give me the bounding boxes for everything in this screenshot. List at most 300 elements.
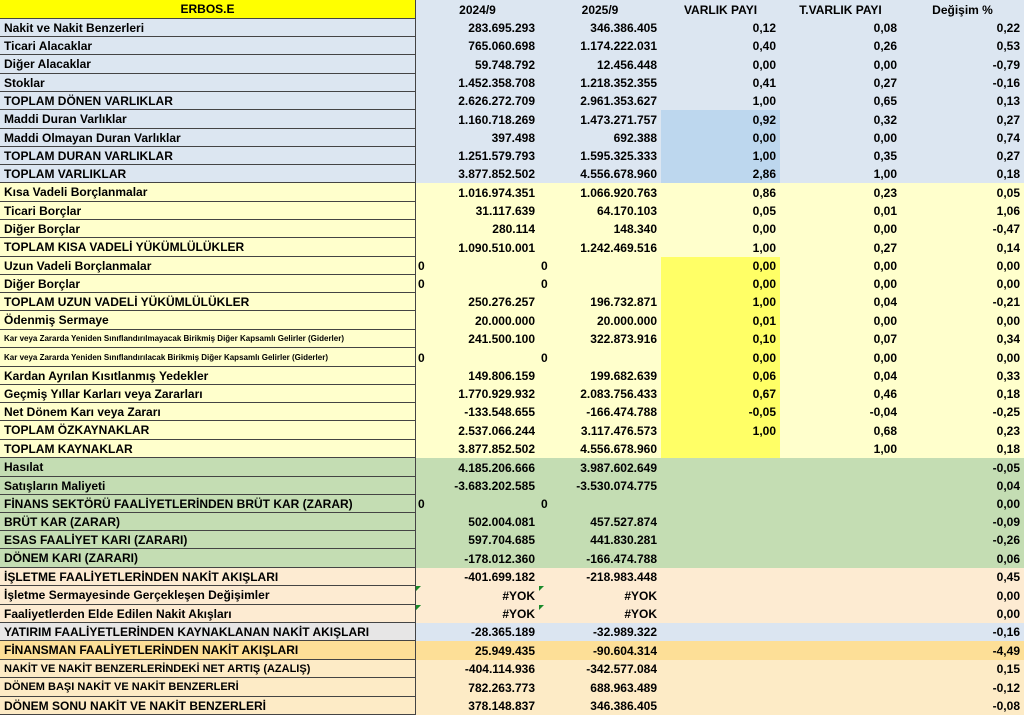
total-asset-share-cell[interactable] bbox=[780, 495, 901, 513]
asset-share-cell[interactable] bbox=[661, 74, 780, 92]
asset-share-cell[interactable] bbox=[661, 385, 780, 403]
asset-share-text: 0,10 bbox=[752, 332, 776, 346]
table-row bbox=[0, 385, 1024, 403]
asset-share-cell[interactable] bbox=[661, 367, 780, 385]
row-label-text: DÖNEM KARI (ZARARI) bbox=[4, 551, 138, 565]
change-percent-cell[interactable] bbox=[901, 421, 1024, 440]
value-2025-text: 692.388 bbox=[613, 131, 657, 145]
total-asset-share-cell[interactable] bbox=[780, 129, 901, 147]
asset-share-cell[interactable] bbox=[661, 238, 780, 257]
value-2024-cell[interactable] bbox=[416, 495, 539, 513]
row-label-cell[interactable] bbox=[0, 330, 416, 348]
asset-share-cell[interactable] bbox=[661, 605, 780, 623]
change-percent-cell[interactable] bbox=[901, 605, 1024, 623]
asset-share-cell[interactable] bbox=[661, 147, 780, 165]
value-2024-cell[interactable] bbox=[416, 568, 539, 586]
value-2025-cell[interactable] bbox=[539, 92, 661, 110]
table-row bbox=[0, 55, 1024, 74]
asset-share-cell[interactable] bbox=[661, 55, 780, 74]
value-2025-text: 457.527.874 bbox=[590, 515, 657, 529]
row-label-text: Stoklar bbox=[4, 75, 45, 90]
value-2025-cell[interactable] bbox=[539, 586, 661, 605]
value-2024-text: 20.000.000 bbox=[474, 313, 535, 328]
value-2024-cell[interactable] bbox=[416, 293, 539, 311]
ticker-header-cell[interactable]: ERBOS.E bbox=[0, 0, 416, 19]
total-asset-share-cell[interactable] bbox=[780, 623, 901, 641]
asset-share-cell[interactable] bbox=[661, 697, 780, 715]
change-percent-cell[interactable] bbox=[901, 586, 1024, 605]
row-label-text: Faaliyetlerden Elde Edilen Nakit Akışları bbox=[4, 606, 232, 621]
total-asset-share-text: 0,32 bbox=[873, 112, 897, 127]
value-2024-cell[interactable] bbox=[416, 477, 539, 495]
row-label-cell[interactable] bbox=[0, 220, 416, 238]
change-percent-cell[interactable] bbox=[901, 697, 1024, 715]
value-2025-cell[interactable] bbox=[539, 147, 661, 165]
total-asset-share-cell[interactable] bbox=[780, 55, 901, 74]
total-asset-share-cell[interactable] bbox=[780, 549, 901, 568]
row-label-cell[interactable] bbox=[0, 586, 416, 605]
change-percent-text: -0,05 bbox=[992, 460, 1020, 475]
total-asset-share-cell[interactable] bbox=[780, 697, 901, 715]
asset-share-cell[interactable] bbox=[661, 202, 780, 220]
asset-share-cell[interactable] bbox=[661, 293, 780, 311]
value-2025-cell[interactable] bbox=[539, 623, 661, 641]
asset-share-cell[interactable] bbox=[661, 110, 780, 129]
asset-share-cell[interactable] bbox=[661, 37, 780, 55]
change-percent-cell[interactable] bbox=[901, 92, 1024, 110]
table-row bbox=[0, 568, 1024, 586]
value-2024-cell[interactable] bbox=[416, 311, 539, 330]
value-2024-text: #YOK bbox=[502, 588, 535, 603]
total-asset-share-cell[interactable] bbox=[780, 275, 901, 293]
total-asset-share-cell[interactable] bbox=[780, 403, 901, 421]
change-percent-cell[interactable] bbox=[901, 19, 1024, 37]
change-percent-cell[interactable] bbox=[901, 257, 1024, 275]
value-2025-text: 3.117.476.573 bbox=[580, 423, 657, 438]
value-2025-cell[interactable] bbox=[539, 330, 661, 348]
row-label-cell[interactable] bbox=[0, 421, 416, 440]
total-asset-share-cell[interactable] bbox=[780, 348, 901, 367]
asset-share-text: 0,01 bbox=[752, 313, 776, 328]
value-2024-cell[interactable] bbox=[416, 458, 539, 477]
row-label-text: Kar veya Zararda Yeniden Sınıflandırılmayacak Birikmiş Diğer Kapsamlı Gelirler (Giderler) bbox=[4, 334, 344, 343]
value-2025-cell[interactable] bbox=[539, 568, 661, 586]
total-asset-share-cell[interactable] bbox=[780, 531, 901, 549]
change-percent-cell[interactable] bbox=[901, 440, 1024, 458]
row-label-cell[interactable] bbox=[0, 311, 416, 330]
row-label-text: İşletme Sermayesinde Gerçekleşen Değişimler bbox=[4, 588, 270, 602]
value-2025-cell[interactable] bbox=[539, 495, 661, 513]
change-percent-cell[interactable] bbox=[901, 147, 1024, 165]
change-percent-cell[interactable] bbox=[901, 623, 1024, 641]
asset-share-cell[interactable] bbox=[661, 257, 780, 275]
asset-share-cell[interactable] bbox=[661, 531, 780, 549]
asset-share-text: 0,00 bbox=[752, 222, 776, 236]
value-2025-cell[interactable] bbox=[539, 421, 661, 440]
change-percent-cell[interactable] bbox=[901, 293, 1024, 311]
asset-share-header[interactable]: VARLIK PAYI bbox=[661, 0, 780, 19]
change-percent-cell[interactable] bbox=[901, 238, 1024, 257]
value-2025-text: -3.530.074.775 bbox=[576, 479, 657, 493]
row-label-text: Satışların Maliyeti bbox=[4, 478, 106, 493]
value-2024-cell[interactable] bbox=[416, 697, 539, 715]
total-asset-share-cell[interactable] bbox=[780, 660, 901, 678]
value-2024-cell[interactable] bbox=[416, 513, 539, 531]
row-label-cell[interactable] bbox=[0, 19, 416, 37]
value-2025-cell[interactable] bbox=[539, 110, 661, 129]
row-label-cell[interactable] bbox=[0, 110, 416, 129]
value-2025-cell[interactable] bbox=[539, 220, 661, 238]
total-asset-share-cell[interactable] bbox=[780, 92, 901, 110]
value-2024-cell[interactable] bbox=[416, 440, 539, 458]
change-percent-cell[interactable] bbox=[901, 330, 1024, 348]
total-asset-share-cell[interactable] bbox=[780, 257, 901, 275]
change-percent-cell[interactable] bbox=[901, 495, 1024, 513]
row-label-cell[interactable] bbox=[0, 477, 416, 495]
row-label-cell[interactable] bbox=[0, 348, 416, 367]
total-asset-share-cell[interactable] bbox=[780, 202, 901, 220]
row-label-cell[interactable] bbox=[0, 623, 416, 641]
value-2024-cell[interactable] bbox=[416, 74, 539, 92]
value-2024-cell[interactable] bbox=[416, 220, 539, 238]
total-asset-share-cell[interactable] bbox=[780, 311, 901, 330]
change-percent-cell[interactable] bbox=[901, 549, 1024, 568]
asset-share-cell[interactable] bbox=[661, 660, 780, 678]
asset-share-cell[interactable] bbox=[661, 495, 780, 513]
total-asset-share-cell[interactable] bbox=[780, 74, 901, 92]
value-2024-text: 1.251.579.793 bbox=[458, 149, 535, 163]
row-label-cell[interactable] bbox=[0, 458, 416, 477]
total-asset-share-cell[interactable] bbox=[780, 641, 901, 660]
value-2025-cell[interactable] bbox=[539, 311, 661, 330]
value-2025-cell[interactable] bbox=[539, 531, 661, 549]
row-label-text: Kardan Ayrılan Kısıtlanmış Yedekler bbox=[4, 368, 209, 383]
change-percent-cell[interactable] bbox=[901, 183, 1024, 202]
change-percent-cell[interactable] bbox=[901, 641, 1024, 660]
table-row bbox=[0, 311, 1024, 330]
total-asset-share-cell[interactable] bbox=[780, 421, 901, 440]
row-label-cell[interactable] bbox=[0, 385, 416, 403]
period-2024-header[interactable]: 2024/9 bbox=[416, 0, 539, 19]
asset-share-cell[interactable] bbox=[661, 183, 780, 202]
asset-share-cell[interactable] bbox=[661, 568, 780, 586]
change-percent-cell[interactable] bbox=[901, 311, 1024, 330]
asset-share-cell[interactable] bbox=[661, 641, 780, 660]
value-2025-cell[interactable] bbox=[539, 19, 661, 37]
value-2025-cell[interactable] bbox=[539, 403, 661, 421]
value-2025-cell[interactable] bbox=[539, 660, 661, 678]
change-percent-cell[interactable] bbox=[901, 385, 1024, 403]
change-percent-cell[interactable] bbox=[901, 37, 1024, 55]
value-2025-cell[interactable] bbox=[539, 37, 661, 55]
value-2025-cell[interactable] bbox=[539, 458, 661, 477]
total-asset-share-cell[interactable] bbox=[780, 568, 901, 586]
change-percent-text: -0,21 bbox=[992, 295, 1020, 309]
value-2025-cell[interactable] bbox=[539, 275, 661, 293]
asset-share-cell[interactable] bbox=[661, 19, 780, 37]
row-label-cell[interactable] bbox=[0, 403, 416, 421]
total-asset-share-header[interactable]: T.VARLIK PAYI bbox=[780, 0, 901, 19]
asset-share-cell[interactable] bbox=[661, 92, 780, 110]
row-label-cell[interactable] bbox=[0, 678, 416, 697]
value-2024-cell[interactable] bbox=[416, 275, 539, 293]
value-2025-cell[interactable] bbox=[539, 697, 661, 715]
total-asset-share-text: 0,00 bbox=[873, 57, 897, 72]
total-asset-share-cell[interactable] bbox=[780, 678, 901, 697]
value-2024-cell[interactable] bbox=[416, 348, 539, 367]
change-percent-text: -0,09 bbox=[992, 515, 1020, 529]
value-2025-cell[interactable] bbox=[539, 641, 661, 660]
total-asset-share-cell[interactable] bbox=[780, 477, 901, 495]
value-2024-cell[interactable] bbox=[416, 92, 539, 110]
row-label-text: Nakit ve Nakit Benzerleri bbox=[4, 20, 145, 35]
asset-share-text: 0,05 bbox=[752, 204, 776, 218]
value-2024-cell[interactable] bbox=[416, 549, 539, 568]
asset-share-text: 2,86 bbox=[752, 167, 776, 181]
change-percent-cell[interactable] bbox=[901, 660, 1024, 678]
asset-share-cell[interactable] bbox=[661, 678, 780, 697]
error-indicator-icon bbox=[416, 586, 421, 591]
value-2024-cell[interactable] bbox=[416, 403, 539, 421]
row-label-cell[interactable] bbox=[0, 257, 416, 275]
period-2025-header[interactable]: 2025/9 bbox=[539, 0, 661, 19]
row-label-text: Diğer Alacaklar bbox=[4, 57, 91, 71]
row-label-cell[interactable] bbox=[0, 660, 416, 678]
value-2025-cell[interactable] bbox=[539, 605, 661, 623]
value-2025-text: 346.386.405 bbox=[590, 699, 657, 713]
change-percent-text: 0,00 bbox=[996, 313, 1020, 328]
row-label-cell[interactable] bbox=[0, 129, 416, 147]
row-label-text: FİNANS SEKTÖRÜ FAALİYETLERİNDEN BRÜT KAR (ZARAR) bbox=[4, 496, 353, 511]
change-percent-cell[interactable] bbox=[901, 531, 1024, 549]
row-label-cell[interactable] bbox=[0, 549, 416, 568]
total-asset-share-text: 0,01 bbox=[873, 204, 897, 218]
total-asset-share-text: 0,35 bbox=[873, 149, 897, 163]
value-2024-cell[interactable] bbox=[416, 55, 539, 74]
total-asset-share-cell[interactable] bbox=[780, 367, 901, 385]
value-2024-cell[interactable] bbox=[416, 165, 539, 183]
value-2024-cell[interactable] bbox=[416, 660, 539, 678]
change-percent-cell[interactable] bbox=[901, 129, 1024, 147]
total-asset-share-cell[interactable] bbox=[780, 458, 901, 477]
row-label-cell[interactable] bbox=[0, 74, 416, 92]
row-label-cell[interactable] bbox=[0, 440, 416, 458]
change-percent-cell[interactable] bbox=[901, 568, 1024, 586]
value-2024-cell[interactable] bbox=[416, 147, 539, 165]
asset-share-cell[interactable] bbox=[661, 458, 780, 477]
value-2024-cell[interactable] bbox=[416, 586, 539, 605]
row-label-text: DÖNEM BAŞI NAKİT VE NAKİT BENZERLERİ bbox=[4, 681, 239, 693]
value-2025-cell[interactable] bbox=[539, 348, 661, 367]
asset-share-cell[interactable] bbox=[661, 477, 780, 495]
change-percent-cell[interactable] bbox=[901, 220, 1024, 238]
total-asset-share-cell[interactable] bbox=[780, 110, 901, 129]
total-asset-share-cell[interactable] bbox=[780, 147, 901, 165]
value-2025-cell[interactable] bbox=[539, 440, 661, 458]
value-2025-text: -32.989.322 bbox=[592, 625, 657, 639]
change-percent-text: 0,00 bbox=[996, 607, 1020, 621]
value-2024-cell[interactable] bbox=[416, 110, 539, 129]
value-2024-cell[interactable] bbox=[416, 678, 539, 697]
value-2024-cell[interactable] bbox=[416, 129, 539, 147]
value-2024-cell[interactable] bbox=[416, 421, 539, 440]
value-2025-text: 1.174.222.031 bbox=[580, 39, 657, 53]
row-label-cell[interactable] bbox=[0, 275, 416, 293]
change-percent-cell[interactable] bbox=[901, 477, 1024, 495]
asset-share-cell[interactable] bbox=[661, 403, 780, 421]
row-label-cell[interactable] bbox=[0, 165, 416, 183]
change-percent-cell[interactable] bbox=[901, 202, 1024, 220]
row-label-text: Ticari Borçlar bbox=[4, 203, 82, 218]
value-2024-cell[interactable] bbox=[416, 367, 539, 385]
change-percent-cell[interactable] bbox=[901, 165, 1024, 183]
asset-share-cell[interactable] bbox=[661, 330, 780, 348]
row-label-cell[interactable] bbox=[0, 568, 416, 586]
change-percent-cell[interactable] bbox=[901, 348, 1024, 367]
value-2024-cell[interactable] bbox=[416, 238, 539, 257]
row-label-cell[interactable] bbox=[0, 55, 416, 74]
value-2024-cell[interactable] bbox=[416, 385, 539, 403]
row-label-cell[interactable] bbox=[0, 697, 416, 715]
change-percent-text: 0,00 bbox=[996, 350, 1020, 365]
asset-share-cell[interactable] bbox=[661, 275, 780, 293]
value-2024-cell[interactable] bbox=[416, 641, 539, 660]
asset-share-cell[interactable] bbox=[661, 165, 780, 183]
value-2024-cell[interactable] bbox=[416, 330, 539, 348]
row-label-cell[interactable] bbox=[0, 293, 416, 311]
change-percent-text: 0,18 bbox=[996, 442, 1020, 456]
change-percent-text: 0,15 bbox=[996, 662, 1020, 676]
value-2024-cell[interactable] bbox=[416, 19, 539, 37]
row-label-cell[interactable] bbox=[0, 92, 416, 110]
asset-share-cell[interactable] bbox=[661, 311, 780, 330]
value-2025-cell[interactable] bbox=[539, 257, 661, 275]
asset-share-cell[interactable] bbox=[661, 586, 780, 605]
asset-share-cell[interactable] bbox=[661, 513, 780, 531]
value-2025-cell[interactable] bbox=[539, 385, 661, 403]
value-2025-cell[interactable] bbox=[539, 202, 661, 220]
total-asset-share-cell[interactable] bbox=[780, 513, 901, 531]
total-asset-share-cell[interactable] bbox=[780, 605, 901, 623]
change-percent-cell[interactable] bbox=[901, 367, 1024, 385]
row-label-cell[interactable] bbox=[0, 183, 416, 202]
value-2024-text: -133.548.655 bbox=[464, 405, 535, 419]
value-2024-cell[interactable] bbox=[416, 623, 539, 641]
total-asset-share-cell[interactable] bbox=[780, 238, 901, 257]
change-percent-cell[interactable] bbox=[901, 110, 1024, 129]
total-asset-share-cell[interactable] bbox=[780, 19, 901, 37]
change-percent-cell[interactable] bbox=[901, 678, 1024, 697]
row-label-cell[interactable] bbox=[0, 147, 416, 165]
value-2024-cell[interactable] bbox=[416, 257, 539, 275]
total-asset-share-cell[interactable] bbox=[780, 293, 901, 311]
row-label-cell[interactable] bbox=[0, 513, 416, 531]
row-label-cell[interactable] bbox=[0, 238, 416, 257]
total-asset-share-text: 0,65 bbox=[873, 94, 897, 108]
value-2025-cell[interactable] bbox=[539, 367, 661, 385]
value-2025-text: 441.830.281 bbox=[590, 533, 657, 547]
value-2025-cell[interactable] bbox=[539, 678, 661, 697]
asset-share-text: 0,92 bbox=[752, 112, 776, 127]
change-percent-header[interactable]: Değişim % bbox=[901, 0, 1024, 19]
asset-share-cell[interactable] bbox=[661, 129, 780, 147]
change-percent-cell[interactable] bbox=[901, 513, 1024, 531]
value-2024-cell[interactable] bbox=[416, 605, 539, 623]
change-percent-text: 0,14 bbox=[996, 240, 1020, 255]
value-2024-text: 397.498 bbox=[491, 131, 535, 145]
row-label-cell[interactable] bbox=[0, 37, 416, 55]
row-label-cell[interactable] bbox=[0, 641, 416, 660]
change-percent-cell[interactable] bbox=[901, 458, 1024, 477]
value-2025-cell[interactable] bbox=[539, 74, 661, 92]
asset-share-cell[interactable] bbox=[661, 348, 780, 367]
total-asset-share-cell[interactable] bbox=[780, 37, 901, 55]
value-2025-cell[interactable] bbox=[539, 55, 661, 74]
asset-share-cell[interactable] bbox=[661, 440, 780, 458]
value-2024-cell[interactable] bbox=[416, 531, 539, 549]
row-label-text: Ödenmiş Sermaye bbox=[4, 313, 109, 327]
asset-share-cell[interactable] bbox=[661, 623, 780, 641]
value-2024-text: 3.877.852.502 bbox=[458, 442, 535, 456]
table-row bbox=[0, 110, 1024, 129]
total-asset-share-text: 0,27 bbox=[873, 76, 897, 90]
value-2024-cell[interactable] bbox=[416, 183, 539, 202]
asset-share-cell[interactable] bbox=[661, 421, 780, 440]
value-2024-cell[interactable] bbox=[416, 202, 539, 220]
table-row bbox=[0, 678, 1024, 697]
change-percent-text: 1,06 bbox=[996, 204, 1020, 218]
row-label-cell[interactable] bbox=[0, 531, 416, 549]
value-2025-cell[interactable] bbox=[539, 129, 661, 147]
value-2025-cell[interactable] bbox=[539, 513, 661, 531]
value-2025-cell[interactable] bbox=[539, 183, 661, 202]
value-2025-text: #YOK bbox=[624, 607, 657, 621]
change-percent-cell[interactable] bbox=[901, 74, 1024, 92]
total-asset-share-cell[interactable] bbox=[780, 586, 901, 605]
value-2025-cell[interactable] bbox=[539, 165, 661, 183]
total-asset-share-cell[interactable] bbox=[780, 165, 901, 183]
value-2025-cell[interactable] bbox=[539, 477, 661, 495]
total-asset-share-cell[interactable] bbox=[780, 440, 901, 458]
row-label-cell[interactable] bbox=[0, 495, 416, 513]
table-row bbox=[0, 129, 1024, 147]
asset-share-text: 0,40 bbox=[752, 39, 776, 53]
table-row bbox=[0, 660, 1024, 678]
change-percent-cell[interactable] bbox=[901, 55, 1024, 74]
total-asset-share-cell[interactable] bbox=[780, 330, 901, 348]
value-2025-text: 4.556.678.960 bbox=[580, 442, 657, 456]
value-2025-text: 1.473.271.757 bbox=[580, 112, 657, 127]
row-label-cell[interactable] bbox=[0, 605, 416, 623]
value-2024-cell[interactable] bbox=[416, 37, 539, 55]
row-label-cell[interactable] bbox=[0, 367, 416, 385]
change-percent-cell[interactable] bbox=[901, 275, 1024, 293]
total-asset-share-cell[interactable] bbox=[780, 220, 901, 238]
total-asset-share-cell[interactable] bbox=[780, 183, 901, 202]
asset-share-text: 0,86 bbox=[752, 185, 776, 200]
table-row bbox=[0, 147, 1024, 165]
row-label-cell[interactable] bbox=[0, 202, 416, 220]
change-percent-cell[interactable] bbox=[901, 403, 1024, 421]
asset-share-cell[interactable] bbox=[661, 220, 780, 238]
value-2025-cell[interactable] bbox=[539, 238, 661, 257]
value-2024-text: -178.012.360 bbox=[464, 551, 535, 566]
value-2025-cell[interactable] bbox=[539, 293, 661, 311]
total-asset-share-cell[interactable] bbox=[780, 385, 901, 403]
asset-share-cell[interactable] bbox=[661, 549, 780, 568]
value-2024-text: 241.500.100 bbox=[468, 332, 535, 346]
value-2025-cell[interactable] bbox=[539, 549, 661, 568]
